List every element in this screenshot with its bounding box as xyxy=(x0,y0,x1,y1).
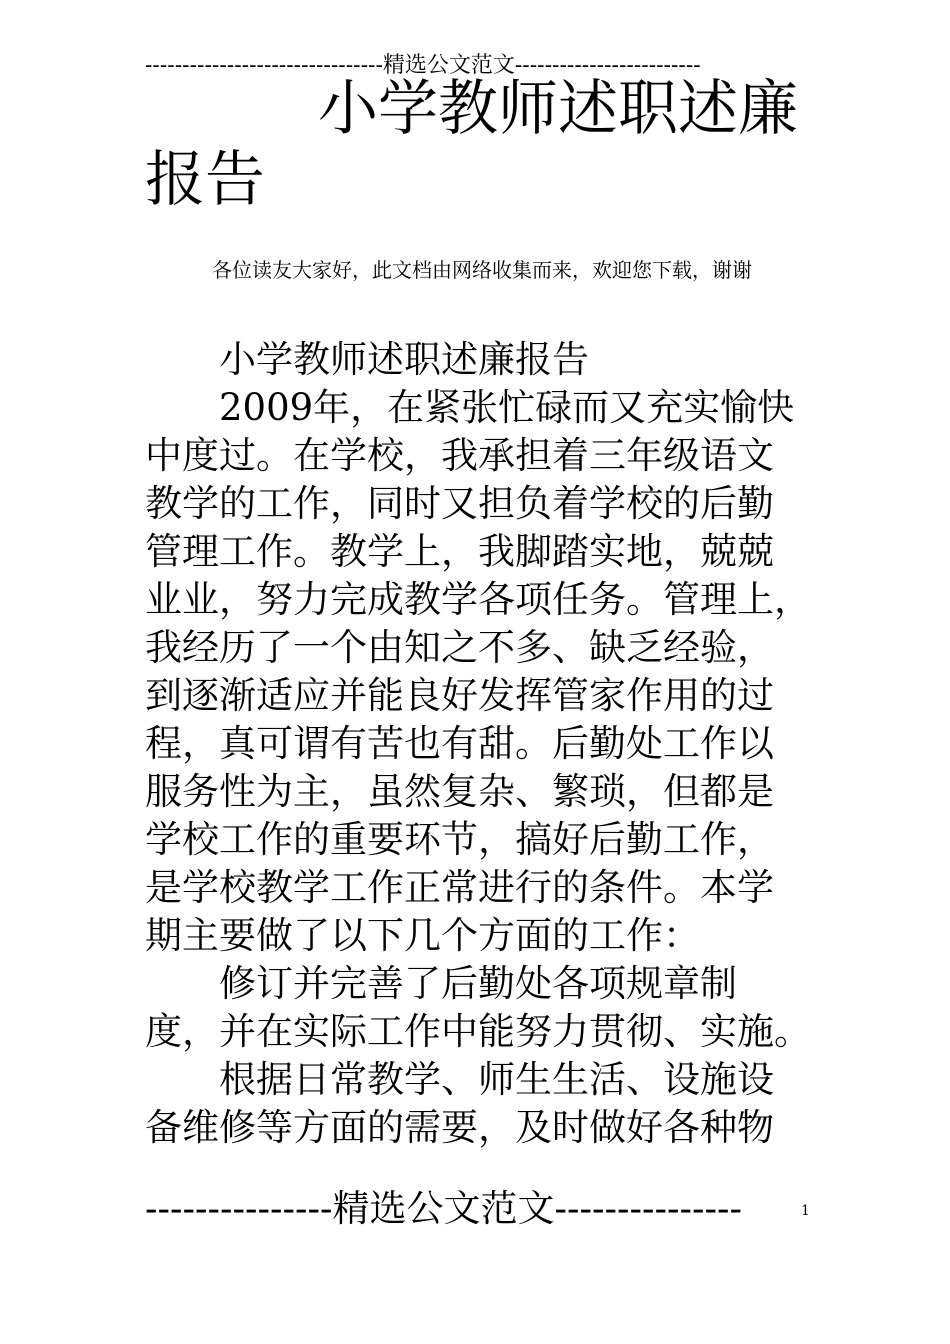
body-line: 我经历了一个由知之不多、缺乏经验， xyxy=(145,626,774,669)
body-line: 教学的工作，同时又担负着学校的后勤 xyxy=(145,482,774,525)
body-line: 业业，努力完成教学各项任务。管理上， xyxy=(145,578,811,621)
footer-rule: ---------------精选公文范文--------------- xyxy=(145,1187,743,1230)
body-line: 修订并完善了后勤处各项规章制 xyxy=(145,962,737,1005)
body-line: 小学教师述职述廉报告 xyxy=(145,338,589,381)
body-line: 中度过。在学校，我承担着三年级语文 xyxy=(145,434,774,477)
body-line: 服务性为主，虽然复杂、繁琐，但都是 xyxy=(145,770,774,813)
body-line: 备维修等方面的需要，及时做好各种物 xyxy=(145,1106,774,1149)
document-title-line-1: 小学教师述职述廉 xyxy=(318,74,798,144)
download-note: 各位读友大家好，此文档由网络收集而来，欢迎您下载，谢谢 xyxy=(212,258,752,282)
body-line: 到逐渐适应并能良好发挥管家作用的过 xyxy=(145,674,774,717)
document-title-line-2: 报告 xyxy=(145,145,265,215)
body-line: 程，真可谓有苦也有甜。后勤处工作以 xyxy=(145,722,774,765)
body-line: 根据日常教学、师生生活、设施设 xyxy=(145,1058,774,1101)
body-line: 2009年，在紧张忙碌而又充实愉快 xyxy=(145,386,795,429)
body-line: 是学校教学工作正常进行的条件。本学 xyxy=(145,866,774,909)
body-line: 期主要做了以下几个方面的工作： xyxy=(145,914,700,957)
page-number: 1 xyxy=(801,1203,810,1219)
body-line: 度，并在实际工作中能努力贯彻、实施。 xyxy=(145,1010,811,1053)
body-line: 学校工作的重要环节，搞好后勤工作， xyxy=(145,818,774,861)
body-line: 管理工作。教学上，我脚踏实地，兢兢 xyxy=(145,530,774,573)
header-rule: --------------------------------精选公文范文------------------------- xyxy=(145,53,701,78)
